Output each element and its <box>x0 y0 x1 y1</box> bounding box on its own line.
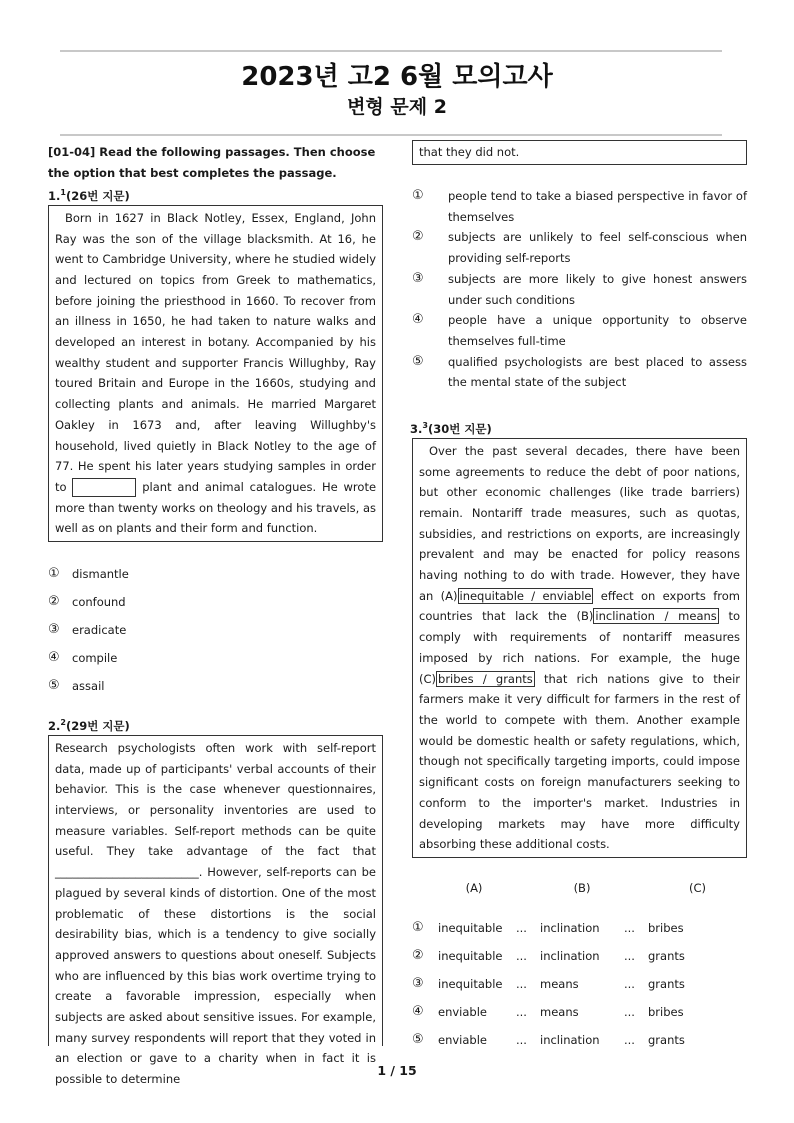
option-c: grants <box>648 1032 685 1047</box>
left-column <box>48 142 383 1087</box>
page-number: 1 / 15 <box>377 1063 417 1078</box>
q2-option-4[interactable] <box>412 310 747 351</box>
q3-options-table <box>412 874 747 1054</box>
option-number: ④ <box>412 1004 424 1020</box>
q1-number: 1. <box>48 188 61 203</box>
option-a: enviable <box>438 1004 487 1019</box>
q2-passage <box>48 735 383 1087</box>
option-text: dismantle <box>72 567 129 582</box>
q3-option-1[interactable] <box>412 914 747 942</box>
q3-number: 3. <box>410 421 423 436</box>
option-c: grants <box>648 948 685 963</box>
q3-passage-2: effect on exports from countries that lack the (B) <box>419 588 740 624</box>
option-number: ② <box>412 948 424 964</box>
q3-source: (30번 지문) <box>427 421 492 436</box>
q2-option-2[interactable] <box>412 227 747 268</box>
q3-table-header <box>412 874 747 902</box>
option-b: inclination <box>540 1032 600 1047</box>
q2-blank: _________________________ <box>55 865 199 880</box>
dots: ... <box>624 920 635 935</box>
q3-choice-b: inclination / means <box>595 609 717 624</box>
q1-options <box>48 560 383 700</box>
option-number: ② <box>48 594 60 610</box>
option-text: eradicate <box>72 623 127 638</box>
q1-source: (26번 지문) <box>65 188 130 203</box>
option-c: bribes <box>648 920 684 935</box>
option-number: ⑤ <box>412 353 424 369</box>
dots: ... <box>624 1032 635 1047</box>
option-a: inequitable <box>438 976 503 991</box>
dots: ... <box>516 1032 527 1047</box>
q1-option-1[interactable] <box>48 560 383 588</box>
q2-heading <box>48 714 383 735</box>
dots: ... <box>516 948 527 963</box>
q1-option-2[interactable] <box>48 588 383 616</box>
page-title: 2023년 고2 6월 모의고사 <box>241 62 553 92</box>
top-rule <box>60 50 722 52</box>
option-b: means <box>540 976 579 991</box>
option-c: grants <box>648 976 685 991</box>
q1-passage-before: Born in 1627 in Black Notley, Essex, England, John Ray was the son of the village blacksmith. At 16, he went to Cambridge University, where he studied widely and lectured on topics from Greek to mathematics, before joining the priesthood in 1660. To recover from an illness in 1650, he had taken to nature walks and developed an interest in botany. Accompanied by his wealthy student and supporter Francis Willughby, Ray toured Britain and Europe in the 1660s, studying and collecting plants and animals. He married Margaret Oakley in 1673 and, after leaving Willughby's household, lived quietly in Black Notley to the age of 77. He spent his later years studying samples in order to <box>55 210 376 494</box>
option-number: ③ <box>412 976 424 992</box>
dots: ... <box>624 1004 635 1019</box>
q2-option-3[interactable] <box>412 269 747 310</box>
q1-blank <box>72 478 136 497</box>
q2-options <box>412 186 747 393</box>
dots: ... <box>624 948 635 963</box>
option-text: subjects are unlikely to feel self-conscious when providing self-reports <box>448 230 747 266</box>
dots: ... <box>516 920 527 935</box>
q3-footnote: 3 <box>422 421 428 431</box>
option-a: inequitable <box>438 948 503 963</box>
option-text: people have a unique opportunity to observe themselves full-time <box>448 313 747 348</box>
q2-option-1[interactable] <box>412 186 747 227</box>
q1-option-5[interactable] <box>48 672 383 700</box>
option-a: inequitable <box>438 920 503 935</box>
header-bottom-rule <box>60 134 722 136</box>
q2-passage-part1: Research psychologists often work with self-report data, made up of participants' verbal accounts of their behavior. This is the case whenever questionnaires, interviews, or personality inventories are used to measure variables. Self-report methods can be quite useful. They take advantage of the fact that <box>55 740 376 859</box>
option-number: ④ <box>48 650 60 666</box>
col-header-c: (C) <box>688 880 706 895</box>
q3-choice-a: inequitable / enviable <box>459 588 592 603</box>
option-text: compile <box>72 651 118 666</box>
option-number: ① <box>412 920 424 936</box>
q3-passage-1: Over the past several decades, there have been some agreements to reduce the debt of poor nations, but other economic challenges (like trade barriers) remain. Nontariff trade measures, such as quotas, subsidies, and restrictions on exports, are increasingly prevalent and may be enacted for policy reasons having nothing to do with trade. However, they have an (A) <box>419 443 740 603</box>
q1-heading <box>48 184 383 205</box>
q2-passage-continued: that they did not. <box>412 140 747 165</box>
q3-option-5[interactable] <box>412 1026 747 1054</box>
option-number: ③ <box>48 622 60 638</box>
option-number: ⑤ <box>48 678 60 694</box>
page-subtitle: 변형 문제 2 <box>347 96 447 118</box>
option-a: enviable <box>438 1032 487 1047</box>
dots: ... <box>516 976 527 991</box>
option-text: confound <box>72 595 126 610</box>
option-b: means <box>540 1004 579 1019</box>
q2-footnote: 2 <box>60 718 66 728</box>
q2-number: 2. <box>48 718 61 733</box>
q3-choice-c: bribes / grants <box>438 671 533 686</box>
col-header-b: (B) <box>573 880 591 895</box>
option-text: subjects are more likely to give honest answers under such conditions <box>448 271 747 307</box>
col-header-a: (A) <box>465 880 483 895</box>
q3-passage-4: that rich nations give to their farmers make it very difficult for farmers in the rest of the world to compete with them. Another example would be domestic health or safety regulations, which, though not specifically targeting imports, could impose significant costs on foreign manufacturers seeking to conform to the importer's market. Industries in developing markets may have more difficulty absorbing these additional costs. <box>419 671 740 852</box>
q1-passage <box>48 205 383 542</box>
q2-passage-part2: . However, self-reports can be plagued by several kinds of distortion. One of the most problematic of these distortions is the social desirability bias, which is a tendency to give socially approved answers to questions about oneself. Subjects who are influenced by this bias work overtime trying to create a favorable impression, especially when subjects are asked about sensitive issues. For example, many survey respondents will report that they voted in an election or gave to a charity when in fact it is possible to determine <box>55 865 376 1087</box>
q1-footnote: 1 <box>60 188 66 197</box>
option-number: ① <box>412 188 424 203</box>
q3-option-2[interactable] <box>412 942 747 970</box>
option-c: bribes <box>648 1004 684 1019</box>
option-text: people tend to take a biased perspective in favor of themselves <box>448 189 747 224</box>
option-number: ⑤ <box>412 1032 424 1048</box>
option-b: inclination <box>540 920 600 935</box>
option-number: ④ <box>412 312 424 328</box>
q1-option-3[interactable] <box>48 616 383 644</box>
q3-option-4[interactable] <box>412 998 747 1026</box>
q3-passage-3: to comply with requirements of nontariff measures imposed by rich nations. For example, the huge (C) <box>419 609 740 686</box>
dots: ... <box>516 1004 527 1019</box>
q3-option-3[interactable] <box>412 970 747 998</box>
option-number: ③ <box>412 270 424 286</box>
option-text: assail <box>72 679 105 694</box>
q3-passage <box>412 438 747 858</box>
option-number: ② <box>412 229 424 245</box>
q3-heading <box>410 417 747 438</box>
q1-option-4[interactable] <box>48 644 383 672</box>
option-text: qualified psychologists are best placed to assess the mental state of the subject <box>448 354 747 390</box>
q2-option-5[interactable] <box>412 352 747 393</box>
right-column <box>412 140 747 1054</box>
option-b: inclination <box>540 948 600 963</box>
option-number: ① <box>48 566 60 582</box>
instructions: [01-04] Read the following passages. Then choose the option that best completes the passage. <box>48 145 376 180</box>
dots: ... <box>624 976 635 991</box>
q1-passage-after: plant and animal catalogues. He wrote more than twenty works on theology and his travels, as well as on plants and their form and function. <box>55 479 377 536</box>
q2-source: (29번 지문) <box>65 718 130 733</box>
